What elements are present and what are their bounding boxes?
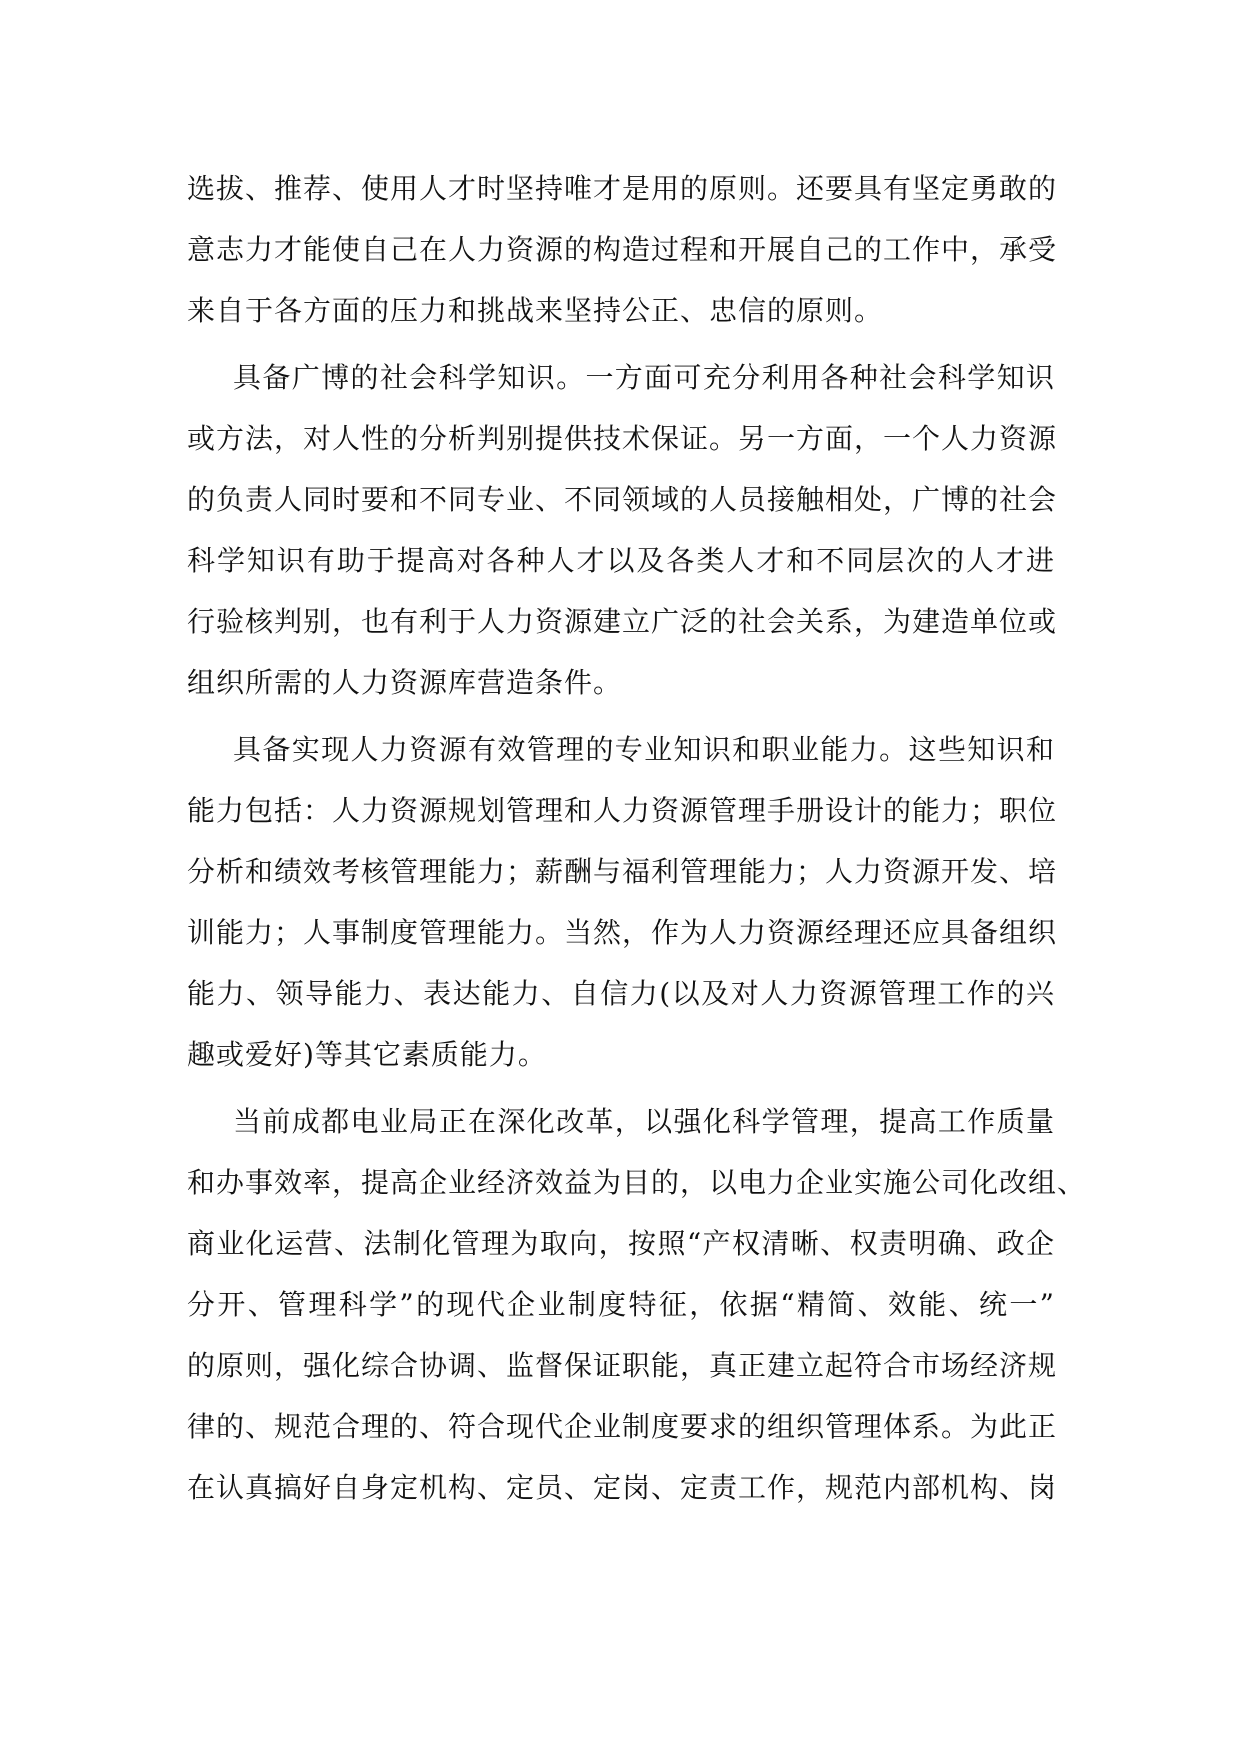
text-line: 的原则，强化综合协调、监督保证职能，真正建立起符合市场经济规 [187,1349,1058,1382]
text-line: 行验核判别，也有利于人力资源建立广泛的社会关系，为建造单位或 [187,605,1058,638]
text-line: 律的、规范合理的、符合现代企业制度要求的组织管理体系。为此正 [187,1410,1058,1443]
text-line: 趣或爱好)等其它素质能力。 [187,1038,547,1071]
text-line: 来自于各方面的压力和挑战来坚持公正、忠信的原则。 [187,294,884,327]
text-line: 能力、领导能力、表达能力、自信力(以及对人力资源管理工作的兴 [187,977,1055,1010]
text-line: 在认真搞好自身定机构、定员、定岗、定责工作，规范内部机构、岗 [187,1471,1058,1504]
text-line: 或方法，对人性的分析判别提供技术保证。另一方面，一个人力资源 [187,422,1058,455]
text-line: 科学知识有助于提高对各种人才以及各类人才和不同层次的人才进 [187,544,1055,577]
text-line: 意志力才能使自己在人力资源的构造过程和开展自己的工作中，承受 [187,233,1058,266]
text-line: 能力包括：人力资源规划管理和人力资源管理手册设计的能力；职位 [187,794,1058,827]
text-line: 分开、管理科学”的现代企业制度特征，依据“精简、效能、统一” [187,1288,1055,1321]
text-line: 分析和绩效考核管理能力；薪酬与福利管理能力；人力资源开发、培 [187,855,1058,888]
text-line: 具备实现人力资源有效管理的专业知识和职业能力。这些知识和 [233,733,1055,766]
text-line: 的负责人同时要和不同专业、不同领域的人员接触相处，广博的社会 [187,483,1058,516]
text-line: 和办事效率，提高企业经济效益为目的，以电力企业实施公司化改组、 [187,1166,1087,1199]
text-line: 训能力；人事制度管理能力。当然，作为人力资源经理还应具备组织 [187,916,1058,949]
text-line: 组织所需的人力资源库营造条件。 [187,666,623,699]
text-line: 商业化运营、法制化管理为取向，按照“产权清晰、权责明确、政企 [187,1227,1055,1260]
body-text [187,158,1087,1518]
text-line: 选拔、推荐、使用人才时坚持唯才是用的原则。还要具有坚定勇敢的 [187,172,1058,205]
text-line: 当前成都电业局正在深化改革，以强化科学管理，提高工作质量 [233,1105,1055,1138]
text-line: 具备广博的社会科学知识。一方面可充分利用各种社会科学知识 [233,361,1055,394]
